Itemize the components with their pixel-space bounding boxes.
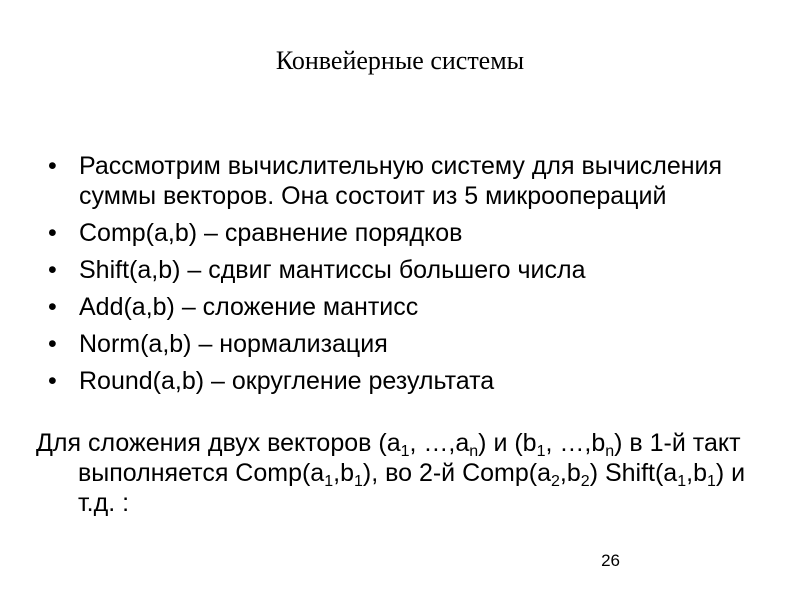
bullet-icon: • — [48, 256, 57, 284]
subscript: 2 — [551, 473, 560, 490]
paragraph-text: ,b — [333, 459, 354, 487]
list-item-text: Round(a,b) – округление результата — [79, 367, 495, 395]
subscript: 1 — [324, 473, 334, 490]
subscript: 1 — [353, 473, 363, 490]
subscript: 1 — [536, 443, 546, 460]
paragraph-text: ,b — [559, 459, 581, 487]
subscript: 1 — [706, 473, 716, 490]
paragraph-text: Для сложения двух векторов (a — [36, 429, 401, 457]
list-item — [48, 292, 748, 322]
bullet-icon: • — [48, 293, 57, 321]
paragraph-text: ) и (b — [478, 429, 537, 457]
bullet-icon: • — [48, 219, 57, 247]
vector-sum-paragraph — [36, 428, 778, 518]
list-item-text: Рассмотрим вычислительную систему для вычисления суммы векторов. Она состоит из 5 микроопераций — [79, 152, 723, 210]
list-item-text: Add(a,b) – сложение мантисс — [79, 293, 419, 321]
list-item — [48, 329, 748, 359]
list-item — [48, 151, 748, 211]
paragraph-text: ) и т.д. : — [78, 459, 746, 517]
subscript: 1 — [400, 443, 410, 460]
list-item-text: Comp(a,b) – сравнение порядков — [79, 219, 463, 247]
list-item — [48, 218, 748, 248]
paragraph-text: ) Shift(a — [589, 459, 678, 487]
slide-title: Конвейерные системы — [275, 46, 525, 75]
list-item — [48, 255, 748, 285]
subscript: 2 — [580, 473, 590, 490]
subscript: n — [469, 443, 479, 460]
paragraph-text: ,b — [686, 459, 707, 487]
list-item-text: Norm(a,b) – нормализация — [79, 330, 388, 358]
bullet-icon: • — [48, 330, 57, 358]
bullet-list — [48, 151, 748, 403]
paragraph-text: , …,b — [545, 429, 606, 457]
page-number: 26 — [601, 551, 620, 570]
bullet-icon: • — [48, 367, 57, 395]
subscript: n — [605, 443, 615, 460]
list-item-text: Shift(a,b) – сдвиг мантиссы большего числа — [79, 256, 586, 284]
bullet-icon: • — [48, 152, 57, 180]
subscript: 1 — [677, 473, 687, 490]
paragraph-text: ) в 1-й такт выполняется Comp(a — [78, 429, 741, 487]
paragraph-text: ), во 2-й Comp(a — [362, 459, 552, 487]
list-item — [48, 366, 748, 396]
paragraph-text: , …,a — [409, 429, 470, 457]
